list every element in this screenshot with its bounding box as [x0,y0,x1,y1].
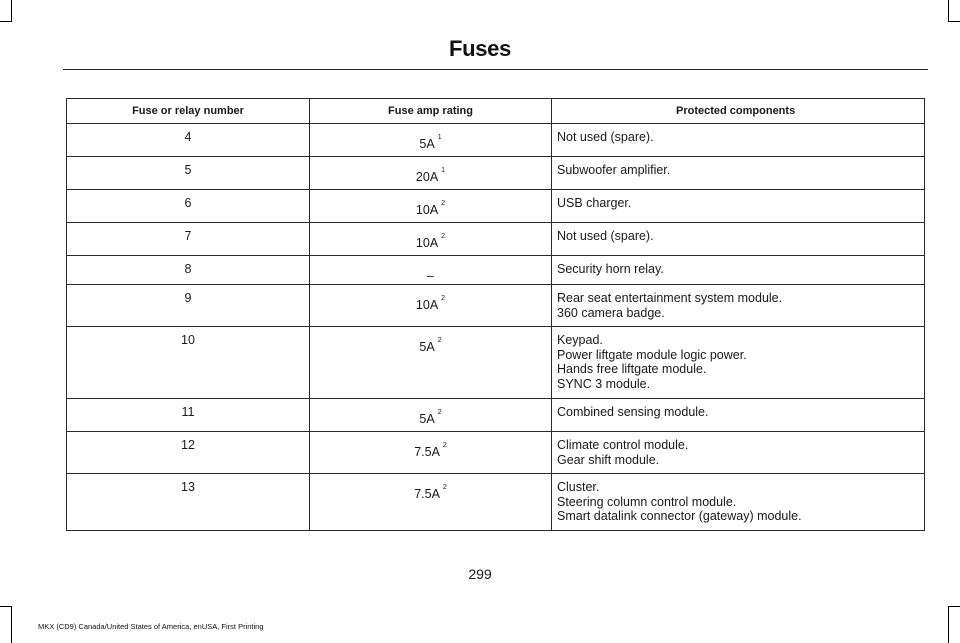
footer-text: MKX (CD9) Canada/United States of America, enUSA, First Printing [38,622,264,631]
fuse-number-cell: 13 [67,474,310,531]
amp-rating-value: 7.5A [414,487,440,501]
component-line: Rear seat entertainment system module. [557,291,783,305]
component-line: USB charger. [557,196,632,210]
footnote-marker: 2 [441,233,446,240]
protected-components-cell [552,474,925,531]
fuse-number-cell: 6 [67,190,310,223]
fuse-number-cell: 12 [67,432,310,474]
component-line: Not used (spare). [557,229,654,243]
fuse-number-cell: 5 [67,157,310,190]
footnote-marker: 2 [441,295,446,302]
component-line: Gear shift module. [557,452,660,467]
title-rule [63,69,928,70]
crop-mark-top-left-v [11,0,12,22]
fuse-number-cell: 9 [67,285,310,327]
component-line: Climate control module. [557,438,689,452]
amp-rating-value: 10A [415,298,439,312]
table-row [67,399,925,432]
protected-components-cell [552,223,925,256]
footnote-marker: 2 [437,409,442,416]
crop-mark-bottom-right-h [948,606,960,607]
amp-rating-cell [310,399,552,432]
table-header-row [67,99,925,124]
table-row [67,327,925,399]
amp-rating-value: 10A [415,203,439,217]
amp-rating-cell [310,474,552,531]
page-number: 299 [468,566,492,582]
crop-mark-top-right-h [948,21,960,22]
footnote-marker: 2 [442,484,447,491]
fuse-number-cell: 7 [67,223,310,256]
table-row [67,432,925,474]
protected-components-cell [552,285,925,327]
table-row [67,190,925,223]
component-line: Security horn relay. [557,262,664,276]
component-line: Hands free liftgate module. [557,362,707,376]
amp-rating-value: 20A [415,170,439,184]
crop-mark-bottom-right-v [948,606,949,643]
amp-rating-value: – [427,269,434,283]
component-line: Combined sensing module. [557,405,709,419]
crop-mark-top-left-h [0,21,12,22]
protected-components-cell [552,432,925,474]
column-header-fuse-number: Fuse or relay number [67,99,310,124]
amp-rating-cell [310,223,552,256]
component-line: Keypad. [557,333,603,347]
amp-rating-cell [310,432,552,474]
column-header-amp-rating: Fuse amp rating [310,99,552,124]
protected-components-cell [552,327,925,399]
protected-components-cell [552,399,925,432]
footnote-marker: 1 [437,134,442,141]
fuse-number-cell: 11 [67,399,310,432]
amp-rating-value: 5A [419,340,435,354]
component-line: Power liftgate module logic power. [557,347,747,362]
page-title: Fuses [448,36,512,61]
footnote-marker: 2 [442,442,447,449]
crop-mark-bottom-left-h [0,606,12,607]
component-line: 360 camera badge. [557,305,665,320]
amp-rating-value: 5A [419,137,435,151]
amp-rating-cell [310,256,552,285]
fuse-number-cell: 4 [67,124,310,157]
fuse-table [66,98,925,531]
crop-mark-bottom-left-v [11,606,12,643]
table-row [67,256,925,285]
amp-rating-cell [310,157,552,190]
footnote-marker: 1 [441,167,446,174]
amp-rating-cell [310,285,552,327]
component-line: SYNC 3 module. [557,376,651,391]
amp-rating-value: 7.5A [414,445,440,459]
protected-components-cell [552,157,925,190]
footnote-marker: 2 [441,200,446,207]
amp-rating-value: 5A [419,412,435,426]
footnote-marker: 2 [437,337,442,344]
column-header-protected-components: Protected components [552,99,925,124]
component-line: Subwoofer amplifier. [557,163,671,177]
amp-rating-value: 10A [415,236,439,250]
table-row [67,285,925,327]
protected-components-cell [552,124,925,157]
component-line: Cluster. [557,480,600,494]
component-line: Steering column control module. [557,494,737,509]
fuse-number-cell: 10 [67,327,310,399]
protected-components-cell [552,256,925,285]
protected-components-cell [552,190,925,223]
table-row [67,124,925,157]
table-row [67,474,925,531]
amp-rating-cell [310,190,552,223]
component-line: Not used (spare). [557,130,654,144]
fuse-number-cell: 8 [67,256,310,285]
table-row [67,223,925,256]
component-line: Smart datalink connector (gateway) module. [557,509,802,523]
table-row [67,157,925,190]
amp-rating-cell [310,327,552,399]
amp-rating-cell [310,124,552,157]
crop-mark-top-right-v [948,0,949,22]
